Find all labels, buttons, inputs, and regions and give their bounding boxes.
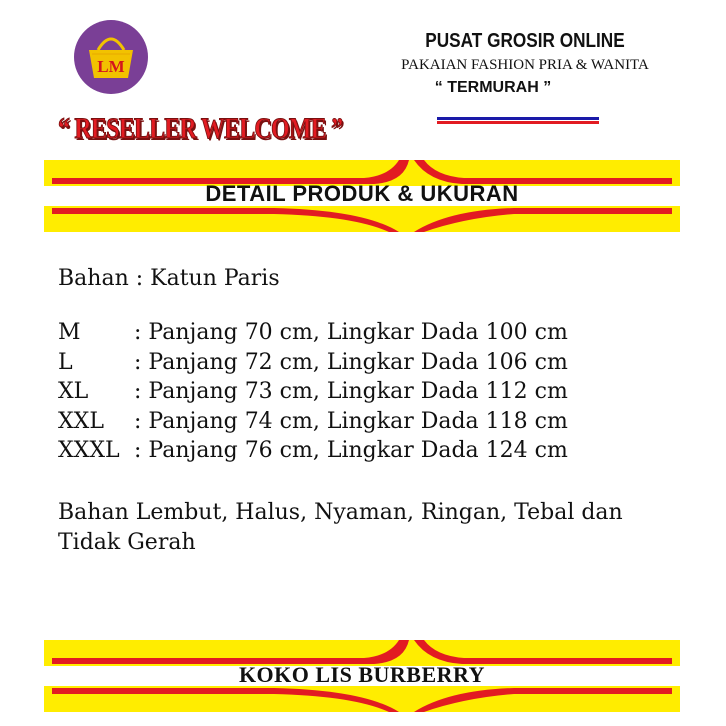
- brand-tagline: “ TERMURAH ”: [434, 79, 552, 96]
- size-detail: : Panjang 73 cm, Lingkar Dada 112 cm: [134, 379, 568, 404]
- material-line: Bahan : Katun Paris: [58, 266, 280, 291]
- size-detail: : Panjang 70 cm, Lingkar Dada 100 cm: [134, 320, 568, 345]
- section-header-band: [44, 160, 680, 232]
- size-row: [58, 379, 568, 409]
- shopping-bag-icon: [74, 20, 148, 94]
- size-label: L: [58, 349, 73, 375]
- size-label: XXXL: [58, 438, 120, 463]
- tagline-underline-blue: [437, 117, 599, 120]
- tagline-underline-red: [437, 121, 599, 124]
- brand-subtitle: PAKAIAN FASHION PRIA & WANITA: [401, 57, 649, 73]
- size-label: XL: [58, 379, 89, 404]
- product-name: KOKO LIS BURBERRY: [238, 662, 486, 687]
- logo-text: LM: [97, 57, 125, 76]
- size-label: XXL: [58, 408, 104, 434]
- size-detail: : Panjang 74 cm, Lingkar Dada 118 cm: [134, 408, 568, 434]
- size-label: M: [58, 320, 81, 345]
- size-chart: [58, 320, 568, 468]
- size-row: [58, 350, 568, 380]
- brand-title: PUSAT GROSIR ONLINE: [425, 30, 625, 52]
- logo: [74, 20, 148, 94]
- size-row: [58, 438, 568, 468]
- size-detail: : Panjang 72 cm, Lingkar Dada 106 cm: [134, 349, 568, 375]
- size-row: [58, 320, 568, 350]
- reseller-welcome-text: “ RESELLER WELCOME ”: [58, 112, 343, 145]
- size-row: [58, 409, 568, 439]
- fabric-description: Bahan Lembut, Halus, Nyaman, Ringan, Tebal dan Tidak Gerah: [58, 500, 623, 555]
- product-name-band: [44, 640, 680, 712]
- section-header-title: DETAIL PRODUK & UKURAN: [205, 181, 519, 206]
- size-detail: : Panjang 76 cm, Lingkar Dada 124 cm: [134, 438, 568, 463]
- brand-block: [400, 30, 650, 97]
